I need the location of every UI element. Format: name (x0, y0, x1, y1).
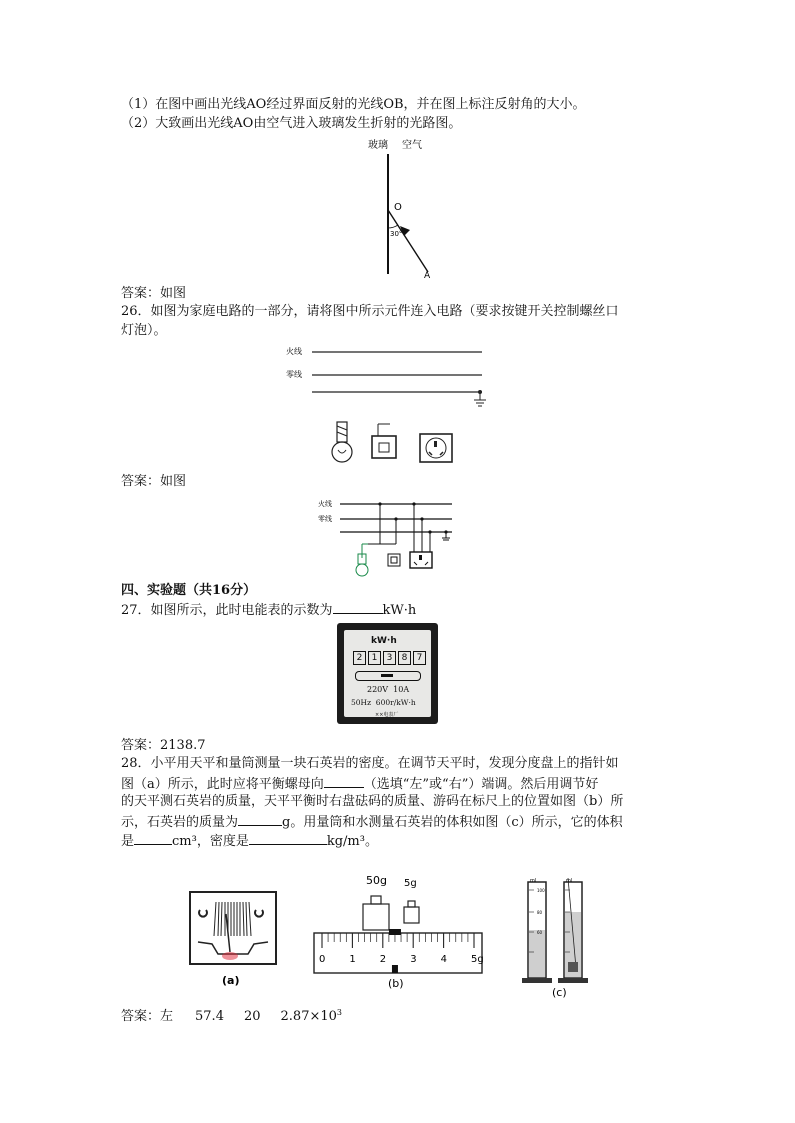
meter-spec: 50Hz 600r/kW·h (351, 698, 416, 707)
socket-icon (420, 434, 452, 462)
q27-question (121, 601, 416, 619)
q28-line-3: 的天平测石英岩的质量，天平平衡时右盘砝码的质量、游码在标尺上的位置如图（b）所 (121, 794, 624, 809)
incident-ray-ao (388, 210, 428, 272)
meter-disc-window (355, 671, 421, 681)
scale-label: 5g (471, 954, 484, 965)
svg-text:80: 80 (537, 910, 543, 915)
q25-optics-figure (340, 132, 460, 282)
answer-switch-icon (388, 554, 400, 566)
weight-5g (404, 907, 419, 923)
switch-icon (372, 424, 396, 458)
q27-blank (333, 601, 383, 614)
scale-labels (319, 954, 484, 965)
q28-line-4: 示，石英岩的质量为 g。用量筒和水测量石英岩的体积如图（c）所示，它的体积 (121, 815, 623, 830)
electricity-meter (337, 623, 438, 724)
neutral-wire-label: 零线 (286, 370, 302, 379)
weight-50g-label: 50g (366, 874, 387, 887)
q28-answer (121, 1009, 342, 1026)
meter-digit: 7 (413, 651, 426, 665)
scale-label: 4 (440, 954, 447, 965)
answer-mass: 57.4 (195, 1009, 224, 1024)
scale-label: 3 (410, 954, 417, 965)
q27-answer: 答案：2138.7 (121, 738, 206, 753)
answer-density-exponent: 3 (336, 1008, 342, 1017)
q25-line-1: （1）在图中画出光线AO经过界面反射的光线OB，并在图上标注反射角的大小。 (121, 97, 586, 112)
q27-unit: kW·h (382, 603, 417, 618)
rider (389, 929, 401, 935)
q28-figure-b-scale (310, 870, 490, 990)
svg-text:100: 100 (537, 888, 545, 893)
angle-label: 30° (390, 230, 403, 238)
scale-label: 1 (349, 954, 356, 965)
q28-blank-mass (238, 813, 282, 826)
cylinder-with-rock (558, 878, 588, 983)
caption-a: (a) (222, 974, 240, 987)
svg-text:ml: ml (530, 878, 537, 884)
meter-digit: 2 (353, 651, 366, 665)
answer-live-label: 火线 (318, 500, 332, 508)
caption-c: (c) (552, 986, 567, 999)
air-label: 空气 (402, 140, 422, 151)
scale-label: 0 (319, 954, 326, 965)
q26-answer-circuit-figure (318, 496, 468, 580)
answer-neutral-label: 零线 (318, 515, 332, 523)
q26-circuit-figure (284, 338, 504, 470)
answer-socket-icon (410, 552, 432, 568)
caption-b: (b) (388, 977, 404, 990)
q27-prefix: 27．如图所示，此时电能表的示数为 (121, 603, 333, 618)
glass-label: 玻璃 (368, 140, 388, 151)
meter-unit: kW·h (371, 636, 397, 646)
scale-label: 2 (379, 954, 387, 965)
q28-line-2: 图（a）所示，此时应将平衡螺母向 （选填“左”或“右”）端调。然后用调节好 (121, 777, 599, 792)
meter-digit: 1 (368, 651, 381, 665)
bulb-icon (332, 422, 352, 462)
point-a-label: A (424, 271, 431, 281)
live-wire-label: 火线 (286, 347, 302, 356)
answer-bulb-icon (356, 544, 396, 576)
q26-line-2: 灯泡）。 (121, 323, 167, 338)
scale-ticks (322, 933, 474, 948)
meter-digit: 3 (383, 651, 396, 665)
q28-line-1: 28．小平用天平和量筒测量一块石英岩的密度。在调节天平时，发现分度盘上的指针如 (121, 756, 619, 771)
q25-line-2: （2）大致画出光线AO由空气进入玻璃发生折射的光路图。 (121, 116, 462, 131)
answer-volume: 20 (243, 1009, 261, 1024)
answer-density: 2.87×10 (280, 1009, 337, 1024)
q28-blank-density (249, 832, 327, 845)
q28-blank-volume (134, 832, 172, 845)
q26-answer: 答案：如图 (121, 474, 187, 489)
section-4-title: 四、实验题（共16分） (121, 583, 257, 598)
rider-scale-bar (314, 933, 482, 973)
svg-text:60: 60 (537, 930, 543, 935)
meter-digit: 8 (398, 651, 411, 665)
q28-blank-direction (324, 775, 364, 788)
meter-rating: 220V 10A (367, 685, 410, 694)
meter-maker: ××电表厂 (375, 712, 399, 718)
answer-direction: 答案：左 (121, 1009, 174, 1024)
angle-arc (388, 225, 398, 228)
q26-line-1: 26．如图为家庭电路的一部分，请将图中所示元件连入电路（要求按键开关控制螺丝口 (121, 304, 619, 319)
point-o-label: O (394, 202, 402, 213)
weight-50g (363, 904, 389, 930)
q28-figure-a-dial (190, 892, 280, 992)
cylinder-water-only (522, 878, 552, 983)
meter-digits (353, 651, 426, 665)
q28-figure-c-cylinders (520, 872, 600, 1000)
svg-text:ml: ml (566, 878, 573, 884)
weight-5g-label: 5g (404, 878, 417, 889)
q28-line-5: 是 cm³，密度是 kg/m³。 (121, 834, 378, 849)
q25-answer: 答案：如图 (121, 286, 187, 301)
